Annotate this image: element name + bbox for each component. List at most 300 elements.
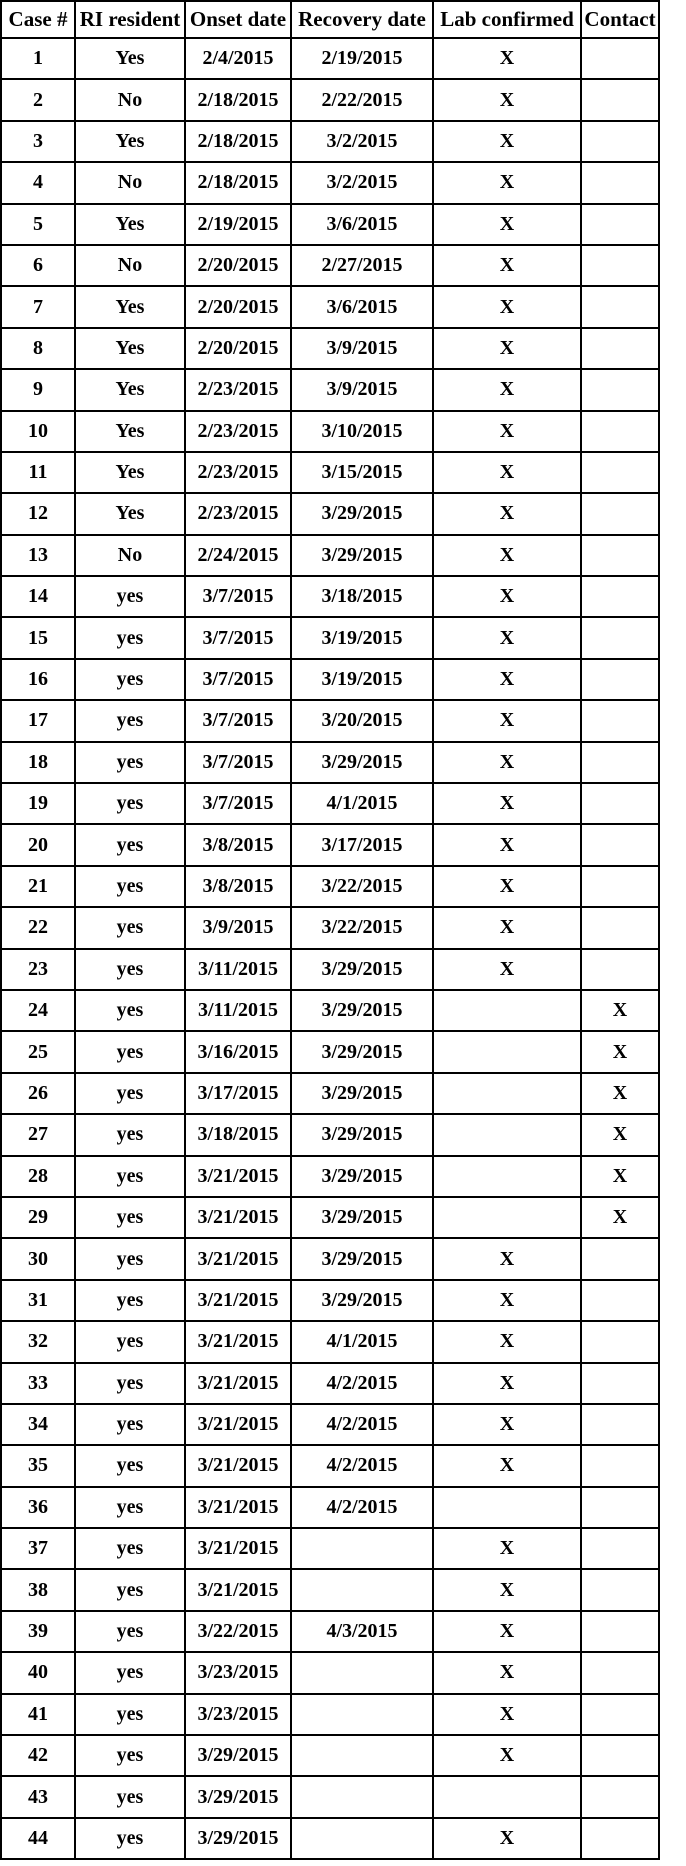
case-number-cell: 22 (1, 907, 75, 948)
case-number-cell: 43 (1, 1776, 75, 1817)
lab-confirmed-cell: X (433, 907, 581, 948)
recovery-date-cell (291, 1694, 433, 1735)
contact-cell (581, 1528, 659, 1569)
ri-resident-cell: yes (75, 700, 185, 741)
case-number-cell: 27 (1, 1114, 75, 1155)
case-number-cell: 20 (1, 824, 75, 865)
table-row (1, 1776, 659, 1817)
case-number-cell: 40 (1, 1652, 75, 1693)
recovery-date-cell: 4/2/2015 (291, 1363, 433, 1404)
lab-confirmed-cell: X (433, 286, 581, 327)
recovery-date-cell: 3/2/2015 (291, 121, 433, 162)
recovery-date-cell: 3/18/2015 (291, 576, 433, 617)
lab-confirmed-cell: X (433, 38, 581, 79)
ri-resident-cell: Yes (75, 204, 185, 245)
contact-cell (581, 79, 659, 120)
table-row (1, 1404, 659, 1445)
ri-resident-cell: Yes (75, 411, 185, 452)
contact-cell (581, 576, 659, 617)
lab-confirmed-cell: X (433, 1363, 581, 1404)
recovery-date-cell: 3/29/2015 (291, 1280, 433, 1321)
contact-cell (581, 493, 659, 534)
table-row (1, 411, 659, 452)
onset-date-cell: 3/21/2015 (185, 1280, 291, 1321)
recovery-date-cell: 2/22/2015 (291, 79, 433, 120)
ri-resident-cell: yes (75, 742, 185, 783)
lab-confirmed-cell (433, 1197, 581, 1238)
onset-date-cell: 3/18/2015 (185, 1114, 291, 1155)
recovery-date-cell (291, 1569, 433, 1610)
contact-cell: X (581, 1197, 659, 1238)
ri-resident-cell: Yes (75, 452, 185, 493)
contact-cell (581, 328, 659, 369)
ri-resident-cell: yes (75, 1528, 185, 1569)
onset-date-cell: 2/4/2015 (185, 38, 291, 79)
contact-cell (581, 866, 659, 907)
ri-resident-cell: yes (75, 659, 185, 700)
case-number-cell: 8 (1, 328, 75, 369)
onset-date-cell: 3/7/2015 (185, 617, 291, 658)
case-number-cell: 42 (1, 1735, 75, 1776)
case-number-cell: 7 (1, 286, 75, 327)
contact-cell: X (581, 1031, 659, 1072)
onset-date-cell: 3/7/2015 (185, 742, 291, 783)
contact-cell (581, 1694, 659, 1735)
lab-confirmed-cell (433, 1156, 581, 1197)
table-row (1, 79, 659, 120)
case-number-cell: 2 (1, 79, 75, 120)
table-row (1, 1652, 659, 1693)
contact-cell (581, 1735, 659, 1776)
ri-resident-cell: yes (75, 1238, 185, 1279)
contact-cell (581, 1569, 659, 1610)
case-number-cell: 44 (1, 1818, 75, 1859)
ri-resident-cell: yes (75, 949, 185, 990)
table-row (1, 783, 659, 824)
lab-confirmed-cell: X (433, 1694, 581, 1735)
lab-confirmed-cell: X (433, 79, 581, 120)
table-row (1, 1818, 659, 1859)
recovery-date-cell (291, 1818, 433, 1859)
onset-date-cell: 3/17/2015 (185, 1073, 291, 1114)
case-number-cell: 35 (1, 1445, 75, 1486)
ri-resident-cell: Yes (75, 38, 185, 79)
recovery-date-cell: 3/29/2015 (291, 949, 433, 990)
table-row (1, 1611, 659, 1652)
ri-resident-cell: yes (75, 1445, 185, 1486)
lab-confirmed-cell: X (433, 411, 581, 452)
table-row (1, 659, 659, 700)
onset-date-cell: 3/7/2015 (185, 783, 291, 824)
header-lab-confirmed: Lab confirmed (433, 1, 581, 38)
table-row (1, 38, 659, 79)
recovery-date-cell: 3/19/2015 (291, 659, 433, 700)
case-number-cell: 9 (1, 369, 75, 410)
table-row (1, 493, 659, 534)
table-row (1, 1445, 659, 1486)
onset-date-cell: 3/9/2015 (185, 907, 291, 948)
recovery-date-cell: 2/27/2015 (291, 245, 433, 286)
contact-cell (581, 452, 659, 493)
onset-date-cell: 3/21/2015 (185, 1197, 291, 1238)
lab-confirmed-cell: X (433, 1528, 581, 1569)
contact-cell (581, 162, 659, 203)
case-number-cell: 39 (1, 1611, 75, 1652)
recovery-date-cell: 3/29/2015 (291, 742, 433, 783)
onset-date-cell: 3/21/2015 (185, 1238, 291, 1279)
table-row (1, 204, 659, 245)
ri-resident-cell: yes (75, 1280, 185, 1321)
table-row (1, 1156, 659, 1197)
lab-confirmed-cell: X (433, 866, 581, 907)
onset-date-cell: 3/21/2015 (185, 1487, 291, 1528)
lab-confirmed-cell: X (433, 1280, 581, 1321)
table-row (1, 245, 659, 286)
onset-date-cell: 3/8/2015 (185, 866, 291, 907)
header-case-number: Case # (1, 1, 75, 38)
table-row (1, 121, 659, 162)
case-number-cell: 3 (1, 121, 75, 162)
lab-confirmed-cell: X (433, 1611, 581, 1652)
ri-resident-cell: Yes (75, 121, 185, 162)
recovery-date-cell: 4/2/2015 (291, 1445, 433, 1486)
onset-date-cell: 3/23/2015 (185, 1694, 291, 1735)
lab-confirmed-cell: X (433, 121, 581, 162)
lab-confirmed-cell: X (433, 1569, 581, 1610)
lab-confirmed-cell: X (433, 617, 581, 658)
ri-resident-cell: No (75, 162, 185, 203)
lab-confirmed-cell: X (433, 783, 581, 824)
lab-confirmed-cell: X (433, 369, 581, 410)
contact-cell (581, 617, 659, 658)
contact-cell (581, 1280, 659, 1321)
onset-date-cell: 3/29/2015 (185, 1776, 291, 1817)
recovery-date-cell: 3/20/2015 (291, 700, 433, 741)
table-body (1, 38, 659, 1859)
contact-cell (581, 1487, 659, 1528)
lab-confirmed-cell: X (433, 493, 581, 534)
table-row (1, 949, 659, 990)
onset-date-cell: 3/7/2015 (185, 700, 291, 741)
case-number-cell: 32 (1, 1321, 75, 1362)
ri-resident-cell: yes (75, 990, 185, 1031)
contact-cell: X (581, 1114, 659, 1155)
recovery-date-cell: 4/2/2015 (291, 1487, 433, 1528)
contact-cell (581, 204, 659, 245)
table-row (1, 1528, 659, 1569)
lab-confirmed-cell: X (433, 1818, 581, 1859)
ri-resident-cell: yes (75, 1031, 185, 1072)
contact-cell (581, 38, 659, 79)
onset-date-cell: 3/7/2015 (185, 576, 291, 617)
onset-date-cell: 3/21/2015 (185, 1445, 291, 1486)
onset-date-cell: 3/29/2015 (185, 1818, 291, 1859)
onset-date-cell: 2/20/2015 (185, 328, 291, 369)
ri-resident-cell: yes (75, 1073, 185, 1114)
lab-confirmed-cell: X (433, 328, 581, 369)
contact-cell (581, 824, 659, 865)
recovery-date-cell: 3/9/2015 (291, 328, 433, 369)
contact-cell: X (581, 990, 659, 1031)
case-number-cell: 23 (1, 949, 75, 990)
recovery-date-cell (291, 1735, 433, 1776)
case-number-cell: 17 (1, 700, 75, 741)
lab-confirmed-cell (433, 990, 581, 1031)
contact-cell (581, 1818, 659, 1859)
lab-confirmed-cell: X (433, 700, 581, 741)
lab-confirmed-cell: X (433, 1445, 581, 1486)
contact-cell (581, 1404, 659, 1445)
lab-confirmed-cell: X (433, 1652, 581, 1693)
onset-date-cell: 3/11/2015 (185, 949, 291, 990)
case-number-cell: 31 (1, 1280, 75, 1321)
onset-date-cell: 3/8/2015 (185, 824, 291, 865)
recovery-date-cell: 3/29/2015 (291, 1156, 433, 1197)
table-row (1, 452, 659, 493)
recovery-date-cell: 3/22/2015 (291, 907, 433, 948)
lab-confirmed-cell: X (433, 742, 581, 783)
recovery-date-cell: 3/29/2015 (291, 1114, 433, 1155)
recovery-date-cell: 3/29/2015 (291, 990, 433, 1031)
ri-resident-cell: yes (75, 1114, 185, 1155)
ri-resident-cell: No (75, 535, 185, 576)
contact-cell (581, 1611, 659, 1652)
onset-date-cell: 2/24/2015 (185, 535, 291, 576)
contact-cell (581, 1652, 659, 1693)
table-row (1, 1321, 659, 1362)
recovery-date-cell: 3/29/2015 (291, 493, 433, 534)
onset-date-cell: 2/20/2015 (185, 286, 291, 327)
onset-date-cell: 2/18/2015 (185, 162, 291, 203)
recovery-date-cell: 3/29/2015 (291, 1238, 433, 1279)
lab-confirmed-cell: X (433, 659, 581, 700)
recovery-date-cell: 4/1/2015 (291, 1321, 433, 1362)
case-number-cell: 4 (1, 162, 75, 203)
onset-date-cell: 3/16/2015 (185, 1031, 291, 1072)
onset-date-cell: 3/11/2015 (185, 990, 291, 1031)
table-row (1, 866, 659, 907)
ri-resident-cell: yes (75, 907, 185, 948)
lab-confirmed-cell: X (433, 1735, 581, 1776)
lab-confirmed-cell: X (433, 1404, 581, 1445)
table-row (1, 576, 659, 617)
case-number-cell: 6 (1, 245, 75, 286)
ri-resident-cell: yes (75, 1776, 185, 1817)
header-contact: Contact (581, 1, 659, 38)
lab-confirmed-cell: X (433, 162, 581, 203)
ri-resident-cell: No (75, 245, 185, 286)
case-number-cell: 13 (1, 535, 75, 576)
case-number-cell: 12 (1, 493, 75, 534)
onset-date-cell: 2/23/2015 (185, 493, 291, 534)
case-number-cell: 16 (1, 659, 75, 700)
lab-confirmed-cell: X (433, 1321, 581, 1362)
recovery-date-cell: 4/2/2015 (291, 1404, 433, 1445)
case-number-cell: 33 (1, 1363, 75, 1404)
recovery-date-cell: 3/10/2015 (291, 411, 433, 452)
ri-resident-cell: Yes (75, 369, 185, 410)
contact-cell (581, 659, 659, 700)
ri-resident-cell: yes (75, 1487, 185, 1528)
lab-confirmed-cell: X (433, 535, 581, 576)
case-number-cell: 36 (1, 1487, 75, 1528)
case-number-cell: 1 (1, 38, 75, 79)
table-row (1, 990, 659, 1031)
ri-resident-cell: yes (75, 1363, 185, 1404)
onset-date-cell: 2/23/2015 (185, 369, 291, 410)
table-row (1, 907, 659, 948)
case-number-cell: 19 (1, 783, 75, 824)
ri-resident-cell: Yes (75, 328, 185, 369)
recovery-date-cell: 3/15/2015 (291, 452, 433, 493)
ri-resident-cell: yes (75, 576, 185, 617)
recovery-date-cell: 3/29/2015 (291, 1073, 433, 1114)
recovery-date-cell: 3/9/2015 (291, 369, 433, 410)
ri-resident-cell: yes (75, 1404, 185, 1445)
contact-cell (581, 949, 659, 990)
case-number-cell: 41 (1, 1694, 75, 1735)
onset-date-cell: 3/21/2015 (185, 1363, 291, 1404)
table-row (1, 369, 659, 410)
contact-cell (581, 121, 659, 162)
case-number-cell: 30 (1, 1238, 75, 1279)
recovery-date-cell: 3/29/2015 (291, 1031, 433, 1072)
lab-confirmed-cell: X (433, 1238, 581, 1279)
recovery-date-cell: 3/19/2015 (291, 617, 433, 658)
table-row (1, 328, 659, 369)
table-row (1, 617, 659, 658)
table-row (1, 1197, 659, 1238)
contact-cell (581, 742, 659, 783)
recovery-date-cell (291, 1776, 433, 1817)
ri-resident-cell: yes (75, 1156, 185, 1197)
case-number-cell: 25 (1, 1031, 75, 1072)
contact-cell (581, 907, 659, 948)
table-row (1, 1363, 659, 1404)
lab-confirmed-cell (433, 1487, 581, 1528)
onset-date-cell: 3/23/2015 (185, 1652, 291, 1693)
case-number-cell: 38 (1, 1569, 75, 1610)
contact-cell (581, 1238, 659, 1279)
contact-cell (581, 369, 659, 410)
lab-confirmed-cell: X (433, 576, 581, 617)
header-onset-date: Onset date (185, 1, 291, 38)
case-number-cell: 5 (1, 204, 75, 245)
table-row (1, 1280, 659, 1321)
ri-resident-cell: yes (75, 1197, 185, 1238)
table-row (1, 1694, 659, 1735)
lab-confirmed-cell (433, 1776, 581, 1817)
case-number-cell: 14 (1, 576, 75, 617)
lab-confirmed-cell (433, 1073, 581, 1114)
case-number-cell: 29 (1, 1197, 75, 1238)
lab-confirmed-cell: X (433, 452, 581, 493)
contact-cell (581, 1363, 659, 1404)
contact-cell (581, 286, 659, 327)
case-number-cell: 24 (1, 990, 75, 1031)
contact-cell (581, 700, 659, 741)
table-row (1, 1569, 659, 1610)
recovery-date-cell: 3/6/2015 (291, 204, 433, 245)
onset-date-cell: 2/23/2015 (185, 411, 291, 452)
recovery-date-cell: 3/2/2015 (291, 162, 433, 203)
table-row (1, 742, 659, 783)
lab-confirmed-cell: X (433, 245, 581, 286)
ri-resident-cell: yes (75, 824, 185, 865)
table-row (1, 535, 659, 576)
ri-resident-cell: yes (75, 1735, 185, 1776)
ri-resident-cell: yes (75, 1694, 185, 1735)
table-row (1, 162, 659, 203)
table-row (1, 1031, 659, 1072)
contact-cell: X (581, 1073, 659, 1114)
recovery-date-cell (291, 1652, 433, 1693)
table-row (1, 1114, 659, 1155)
onset-date-cell: 2/18/2015 (185, 121, 291, 162)
contact-cell: X (581, 1156, 659, 1197)
contact-cell (581, 1321, 659, 1362)
ri-resident-cell: yes (75, 783, 185, 824)
ri-resident-cell: yes (75, 1569, 185, 1610)
onset-date-cell: 2/18/2015 (185, 79, 291, 120)
onset-date-cell: 3/21/2015 (185, 1528, 291, 1569)
onset-date-cell: 2/23/2015 (185, 452, 291, 493)
table-row (1, 1487, 659, 1528)
onset-date-cell: 3/22/2015 (185, 1611, 291, 1652)
onset-date-cell: 3/21/2015 (185, 1569, 291, 1610)
recovery-date-cell: 3/29/2015 (291, 535, 433, 576)
lab-confirmed-cell (433, 1031, 581, 1072)
contact-cell (581, 1445, 659, 1486)
ri-resident-cell: yes (75, 866, 185, 907)
contact-cell (581, 783, 659, 824)
recovery-date-cell: 3/22/2015 (291, 866, 433, 907)
onset-date-cell: 2/20/2015 (185, 245, 291, 286)
header-recovery-date: Recovery date (291, 1, 433, 38)
case-number-cell: 10 (1, 411, 75, 452)
table-row (1, 1735, 659, 1776)
contact-cell (581, 245, 659, 286)
recovery-date-cell: 4/3/2015 (291, 1611, 433, 1652)
lab-confirmed-cell (433, 1114, 581, 1155)
ri-resident-cell: No (75, 79, 185, 120)
case-number-cell: 18 (1, 742, 75, 783)
case-number-cell: 21 (1, 866, 75, 907)
ri-resident-cell: yes (75, 1818, 185, 1859)
case-number-cell: 15 (1, 617, 75, 658)
recovery-date-cell: 3/17/2015 (291, 824, 433, 865)
recovery-date-cell: 3/29/2015 (291, 1197, 433, 1238)
contact-cell (581, 411, 659, 452)
case-number-cell: 28 (1, 1156, 75, 1197)
header-ri-resident: RI resident (75, 1, 185, 38)
table-row (1, 1073, 659, 1114)
ri-resident-cell: Yes (75, 286, 185, 327)
recovery-date-cell: 4/1/2015 (291, 783, 433, 824)
table-row (1, 824, 659, 865)
ri-resident-cell: Yes (75, 493, 185, 534)
table-row (1, 1238, 659, 1279)
case-number-cell: 34 (1, 1404, 75, 1445)
case-number-cell: 26 (1, 1073, 75, 1114)
onset-date-cell: 2/19/2015 (185, 204, 291, 245)
header-row (1, 1, 659, 38)
ri-resident-cell: yes (75, 1652, 185, 1693)
table-row (1, 286, 659, 327)
ri-resident-cell: yes (75, 1611, 185, 1652)
recovery-date-cell (291, 1528, 433, 1569)
lab-confirmed-cell: X (433, 949, 581, 990)
